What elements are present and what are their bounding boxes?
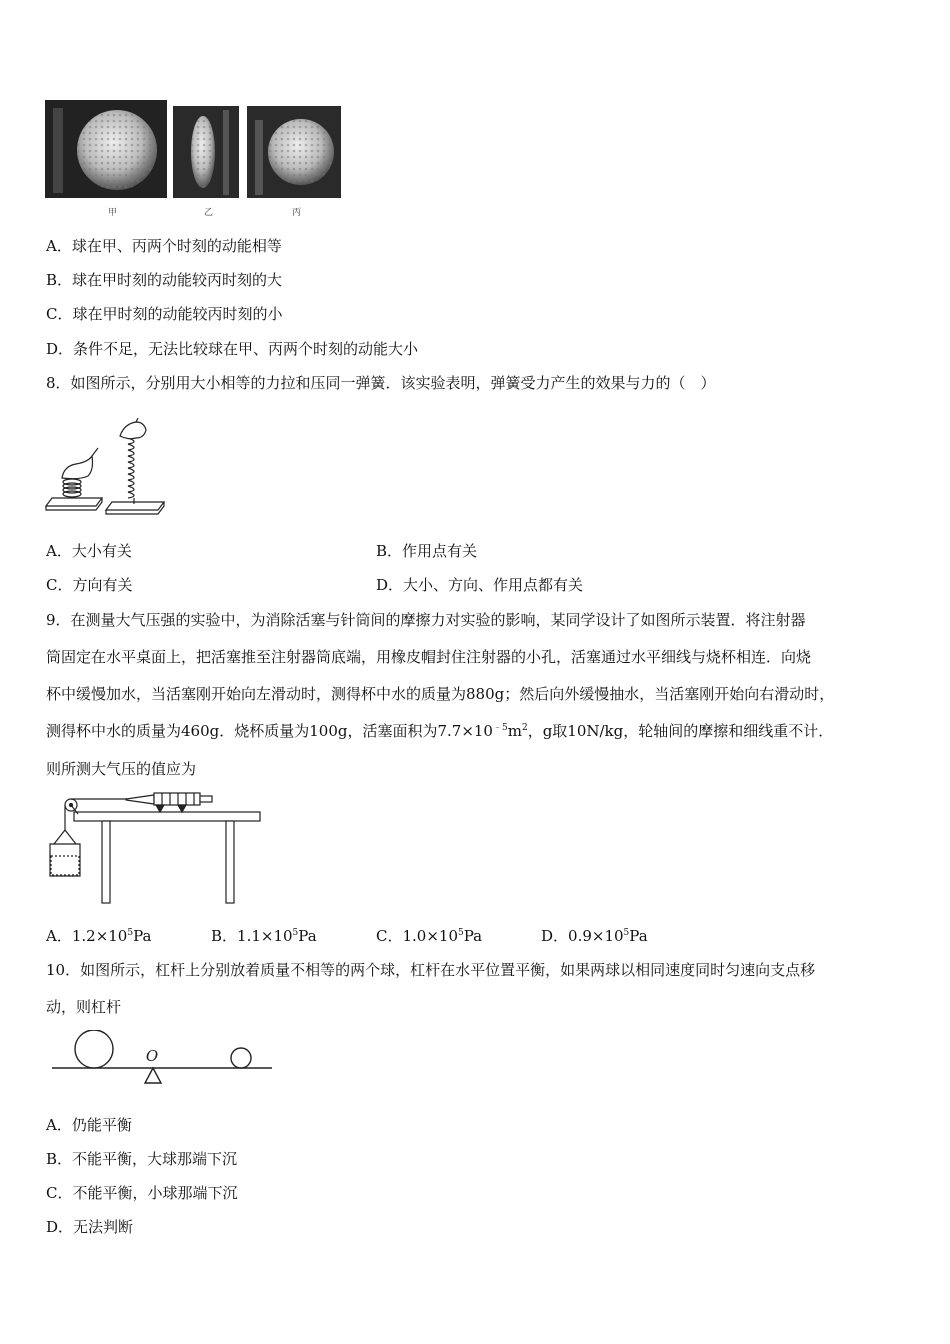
q8-option-b: B．作用点有关: [376, 542, 478, 560]
syringe-apparatus-figure: [44, 790, 266, 905]
photo-caption-yi: 乙: [204, 208, 214, 218]
q9-stem-line-2: 筒固定在水平桌面上，把活塞推至注射器筒底端，用橡皮帽封住注射器的小孔，活塞通过水平细线与烧杯相连．向烧: [46, 648, 812, 666]
photo-bing: [247, 106, 341, 198]
q8-stem: 8．如图所示，分别用大小相等的力拉和压同一弹簧．该实验表明，弹簧受力产生的效果与力的（ ）: [46, 374, 716, 392]
q10-option-d: D．无法判断: [46, 1218, 134, 1236]
photo-jia: [45, 100, 167, 198]
fulcrum-label: O: [145, 1047, 159, 1065]
q9-option-c: C．$1.0\times 10^5Pa$: [376, 927, 483, 945]
q8-option-d: D．大小、方向、作用点都有关: [376, 576, 584, 594]
q9-stem-line-4-a: 测得杯中水的质量为460g．烧杯质量为100g，活塞面积为7.7×10: [46, 722, 493, 740]
golf-ball-photos: [45, 100, 345, 220]
q10-option-c: C．不能平衡，小球那端下沉: [46, 1184, 238, 1202]
q8-option-a: A．大小有关: [46, 542, 132, 560]
lever-figure: [50, 1030, 275, 1090]
q9-option-a: A．$1.2\times 10^5Pa$: [46, 927, 152, 945]
q9-area-unit-exponent: 2: [521, 723, 528, 733]
q9-stem-line-5: 则所测大气压的值应为: [46, 760, 197, 778]
photo-yi: [173, 106, 239, 198]
q9-area-unit: m: [507, 722, 522, 740]
spring-figure: [44, 418, 169, 518]
q7-option-b: B．球在甲时刻的动能较丙时刻的大: [46, 271, 283, 289]
q9-stem-line-4: [46, 721, 833, 741]
q7-option-d: D．条件不足，无法比较球在甲、丙两个时刻的动能大小: [46, 340, 419, 358]
q10-stem-line-1: 10．如图所示，杠杆上分别放着质量不相等的两个球，杠杆在水平位置平衡，如果两球以相同速度同时匀速向支点移: [46, 961, 816, 979]
q10-stem-line-2: 动，则杠杆: [46, 998, 122, 1016]
q9-option-d: D．$0.9\times 10^5Pa$: [541, 927, 648, 945]
photo-caption-bing: 丙: [292, 208, 302, 218]
q10-option-b: B．不能平衡，大球那端下沉: [46, 1150, 238, 1168]
q10-option-a: A．仍能平衡: [46, 1116, 132, 1134]
q9-stem-line-4-c: ，g取10N/kg，轮轴间的摩擦和细线重不计．: [527, 722, 834, 740]
q9-option-b: B．$1.1\times 10^5Pa$: [211, 927, 317, 945]
photo-caption-jia: 甲: [108, 208, 118, 218]
q9-stem-line-3: 杯中缓慢加水，当活塞刚开始向左滑动时，测得杯中水的质量为880g；然后向外缓慢抽水，当活塞刚开始向右滑动时，: [46, 685, 835, 703]
q8-option-c: C．方向有关: [46, 576, 133, 594]
q9-area-exponent: ﹣5: [492, 723, 508, 733]
q9-stem-line-1: 9．在测量大气压强的实验中，为消除活塞与针筒间的摩擦力对实验的影响，某同学设计了如图所示装置．将注射器: [46, 611, 806, 629]
q7-option-c: C．球在甲时刻的动能较丙时刻的小: [46, 305, 283, 323]
q7-option-a: A．球在甲、丙两个时刻的动能相等: [46, 237, 282, 255]
